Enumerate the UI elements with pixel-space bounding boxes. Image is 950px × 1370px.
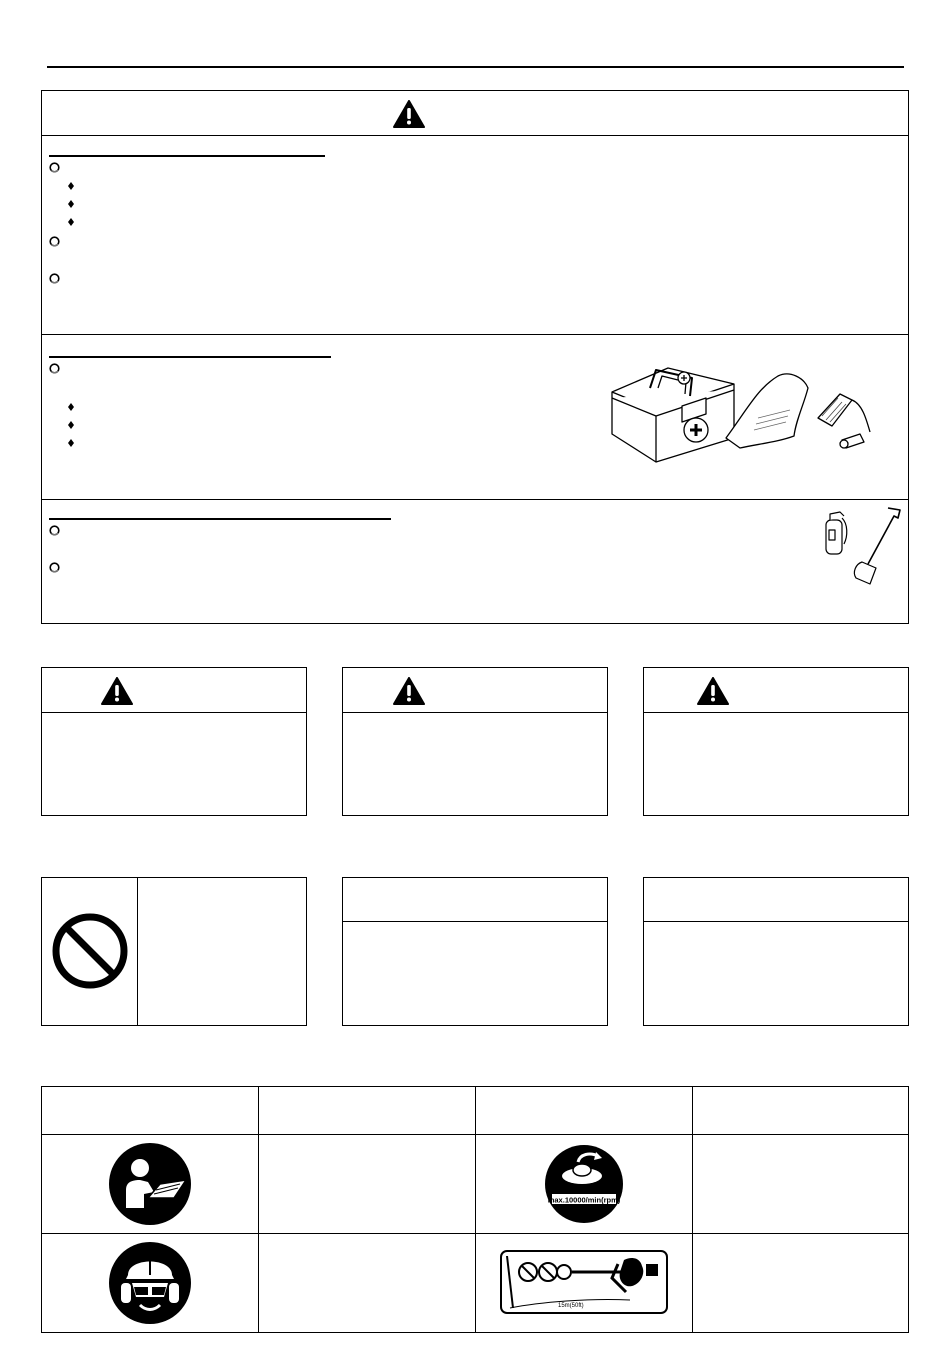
circle-bullet-icon [49, 363, 60, 374]
circle-bullet-icon [49, 162, 60, 173]
symbol-table-col-divider [475, 1086, 476, 1333]
prohibited-icon [50, 911, 130, 991]
info-box-2 [342, 877, 608, 1026]
read-manual-icon [108, 1142, 192, 1226]
circle-bullet-icon [49, 273, 60, 284]
section2-heading-underline [49, 356, 331, 358]
section1-heading-underline [49, 155, 325, 157]
first-aid-kit-illustration [608, 348, 890, 466]
section1-divider [41, 334, 909, 335]
circle-bullet-icon [49, 525, 60, 536]
warning-box-2-divider [342, 712, 608, 713]
warning-box-1-divider [41, 712, 307, 713]
warning-triangle-icon [393, 677, 425, 705]
prohibition-box-divider [137, 877, 138, 1026]
circle-bullet-icon [49, 236, 60, 247]
info-box-2-divider [342, 921, 608, 922]
symbol-table-row-divider [41, 1233, 909, 1234]
info-box-3 [643, 877, 909, 1026]
max-speed-text: max.10000/min(rpm) [547, 1195, 621, 1205]
diamond-bullet-icon [66, 217, 76, 227]
eye-ear-head-protection-icon [108, 1241, 192, 1325]
main-warning-header-divider [41, 135, 909, 136]
extinguisher-shovel-illustration [818, 504, 906, 590]
warning-triangle-icon [393, 100, 425, 128]
warning-box-1 [41, 667, 307, 816]
info-box-3-divider [643, 921, 909, 922]
diamond-bullet-icon [66, 199, 76, 209]
warning-box-3 [643, 667, 909, 816]
warning-box-2 [342, 667, 608, 816]
warning-triangle-icon [101, 677, 133, 705]
section3-heading-underline [49, 518, 391, 520]
warning-triangle-icon [697, 677, 729, 705]
diamond-bullet-icon [66, 420, 76, 430]
max-speed-icon [544, 1144, 624, 1224]
symbol-table-header-divider [41, 1134, 909, 1135]
diamond-bullet-icon [66, 438, 76, 448]
top-rule [47, 66, 904, 68]
keep-distance-text: 15m(50ft) [558, 1303, 584, 1309]
diamond-bullet-icon [66, 402, 76, 412]
circle-bullet-icon [49, 562, 60, 573]
keep-distance-icon [500, 1250, 668, 1314]
warning-box-3-divider [643, 712, 909, 713]
symbol-table-col-divider [258, 1086, 259, 1333]
diamond-bullet-icon [66, 181, 76, 191]
section2-divider [41, 499, 909, 500]
symbol-table-col-divider [692, 1086, 693, 1333]
